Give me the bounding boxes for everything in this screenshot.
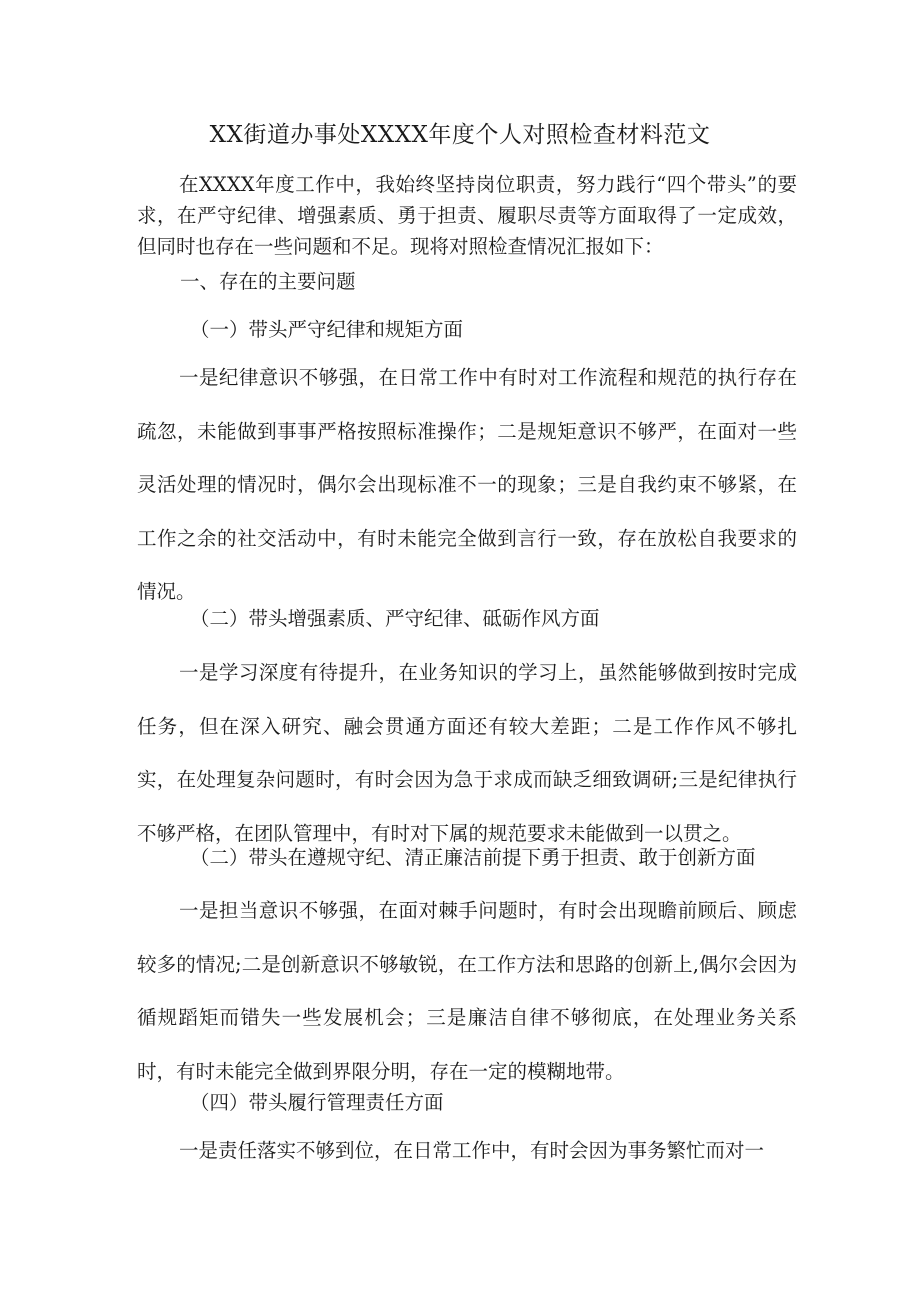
subsection-paragraph-1: 一是纪律意识不够强，在日常工作中有时对工作流程和规范的执行存在疏忽，未能做到事事严格按照标准操作；二是规矩意识不够严，在面对一些灵活处理的情况时，偶尔会出现标准不一的现象；三是自我约束不够紧，在工作之余的社交活动中，有时未能完全做到言行一致，存在放松自我要求的情况。 [137, 366, 797, 603]
subsection-heading-3: （二）带头在遵规守纪、清正廉洁前提下勇于担责、敢于创新方面 [190, 846, 756, 869]
intro-paragraph: 在XXXX年度工作中，我始终坚持岗位职责，努力践行“四个带头”的要求，在严守纪律、增强素质、勇于担责、履职尽责等方面取得了一定成效，但同时也存在一些问题和不足。现将对照检查情况汇报如下： [137, 173, 797, 258]
subsection-paragraph-2: 一是学习深度有待提升，在业务知识的学习上，虽然能够做到按时完成任务，但在深入研究、融会贯通方面还有较大差距；二是工作作风不够扎实，在处理复杂问题时，有时会因为急于求成而缺乏细致调研;三是纪律执行不够严格，在团队管理中，有时对下属的规范要求未能做到一以贯之。 [137, 661, 797, 845]
subsection-heading-1: （一）带头严守纪律和规矩方面 [190, 318, 464, 341]
subsection-heading-2: （二）带头增强素质、严守纪律、砥砺作风方面 [190, 607, 600, 630]
subsection-paragraph-3: 一是担当意识不够强，在面对棘手问题时，有时会出现瞻前顾后、顾虑较多的情况;二是创新意识不够敏锐，在工作方法和思路的创新上,偶尔会因为循规蹈矩而错失一些发展机会；三是廉洁自律不够彻底，在处理业务关系时，有时未能完全做到界限分明，存在一定的模糊地带。 [137, 899, 797, 1083]
subsection-paragraph-4: 一是责任落实不够到位，在日常工作中，有时会因为事务繁忙而对一 [179, 1139, 765, 1162]
subsection-heading-4: （四）带头履行管理责任方面 [190, 1091, 444, 1114]
document-title: XX街道办事处XXXX年度个人对照检查材料范文 [209, 122, 711, 148]
section-heading: 一、存在的主要问题 [180, 270, 356, 293]
